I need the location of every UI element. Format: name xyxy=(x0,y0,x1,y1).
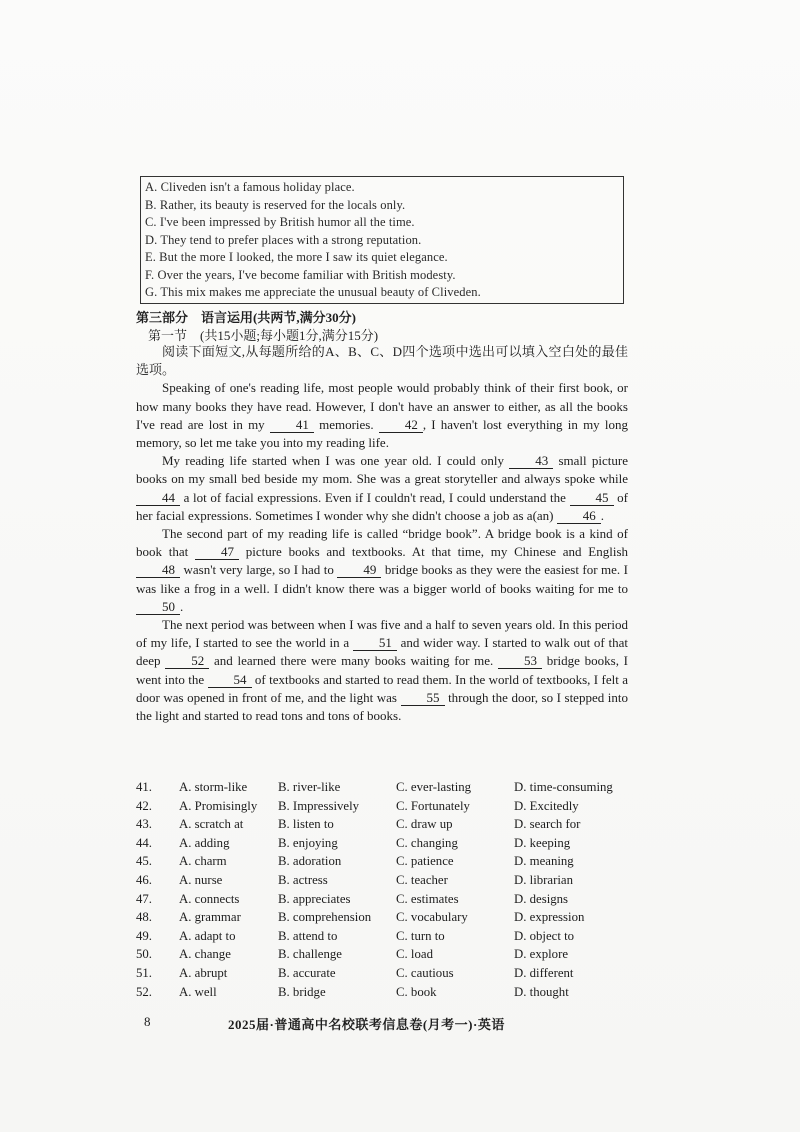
question-50: 50. A. change B. challenge C. load D. explore xyxy=(136,947,569,962)
option-d: D. They tend to prefer places with a strong reputation. xyxy=(145,232,422,247)
section-heading: 第一节 (共15小题;每小题1分,满分15分) xyxy=(148,328,379,343)
option-f: F. Over the years, I've become familiar with British modesty. xyxy=(145,267,456,282)
paragraph-4: The next period was between when I was five and a half to seven years old. In this period of my life, I started to see the world in a 51 and wider way. I started to walk out of that deep 52 and learned there were many books waiting for me. 53 bridge books, I went into the 54 of textbooks and started to read them. In the world of textbooks, I felt a door was opened in front of me, and the light was 55 through the door, so I stepped into the light and started to read tons and tons of books. xyxy=(136,617,628,724)
blank-51[interactable]: 51 xyxy=(353,636,397,651)
question-43: 43. A. scratch at B. listen to C. draw up D. search for xyxy=(136,817,581,832)
question-48: 48. A. grammar B. comprehension C. vocabulary D. expression xyxy=(136,910,585,925)
paragraph-1: Speaking of one's reading life, most people would probably think of their first book, or how many books they have read. However, I don't have an answer to either, as all the books I've read are lost in my 41 memories. 42 , I haven't lost everything in my long memory, so let me take you into my reading life. xyxy=(136,380,628,451)
blank-55[interactable]: 55 xyxy=(401,691,445,706)
question-41: 41. A. storm-like B. river-like C. ever-lasting D. time-consuming xyxy=(136,780,613,794)
question-46: 46. A. nurse B. actress C. teacher D. librarian xyxy=(136,872,573,887)
question-49: 49. A. adapt to B. attend to C. turn to D. object to xyxy=(136,928,575,943)
option-e: E. But the more I looked, the more I saw its quiet elegance. xyxy=(145,250,448,264)
footer-title: 2025届·普通高中名校联考信息卷(月考一)·英语 xyxy=(228,1017,505,1032)
paragraph-3: The second part of my reading life is called “bridge book”. A bridge book is a kind of book that 47 picture books and textbooks. At that time, my Chinese and English 48 wasn't very large, so I had to 49 bridge books as they were the easiest for me. I was like a frog in a well. I didn't know there was a bigger world of books waiting for me to 50 . xyxy=(136,526,628,614)
blank-50[interactable]: 50 xyxy=(136,600,180,615)
blank-49[interactable]: 49 xyxy=(337,563,381,578)
blank-41[interactable]: 41 xyxy=(270,418,314,433)
question-42: 42. A. Promisingly B. Impressively C. Fortunately D. Excitedly xyxy=(136,798,579,813)
blank-45[interactable]: 45 xyxy=(570,491,614,506)
part-heading: 第三部分 语言运用(共两节,满分30分) xyxy=(136,310,356,325)
page-number: 8 xyxy=(144,1014,151,1029)
question-44: 44. A. adding B. enjoying C. changing D. keeping xyxy=(136,835,571,850)
answer-choices xyxy=(136,780,636,1003)
instructions: 阅读下面短文,从每题所给的A、B、C、D四个选项中选出可以填入空白处的最佳选项。 xyxy=(136,344,628,378)
blank-47[interactable]: 47 xyxy=(195,545,239,560)
options-box xyxy=(140,176,624,304)
blank-42[interactable]: 42 xyxy=(379,418,423,433)
option-b: B. Rather, its beauty is reserved for the locals only. xyxy=(145,197,406,212)
option-a: A. Cliveden isn't a famous holiday place. xyxy=(145,180,355,194)
blank-48[interactable]: 48 xyxy=(136,563,180,578)
option-g: G. This mix makes me appreciate the unusual beauty of Cliveden. xyxy=(145,285,481,299)
question-51: 51. A. abrupt B. accurate C. cautious D. different xyxy=(136,965,574,980)
option-c: C. I've been impressed by British humor all the time. xyxy=(145,215,415,229)
passage xyxy=(136,343,628,725)
blank-46[interactable]: 46 xyxy=(557,509,601,524)
paragraph-2: My reading life started when I was one year old. I could only 43 small picture books on my small bed beside my mom. She was a great storyteller and always spoke while 44 a lot of facial expressions. Even if I couldn't read, I could understand the 45 of her facial expressions. Sometimes I wonder why she didn't choose a job as a(an) 46 . xyxy=(136,453,628,523)
question-45: 45. A. charm B. adoration C. patience D. meaning xyxy=(136,854,574,869)
question-47: 47. A. connects B. appreciates C. estimates D. designs xyxy=(136,891,569,906)
blank-54[interactable]: 54 xyxy=(208,673,252,688)
question-52: 52. A. well B. bridge C. book D. thought xyxy=(136,984,569,999)
blank-44[interactable]: 44 xyxy=(136,491,180,506)
blank-52[interactable]: 52 xyxy=(165,654,209,669)
blank-53[interactable]: 53 xyxy=(498,654,542,669)
blank-43[interactable]: 43 xyxy=(509,454,553,469)
